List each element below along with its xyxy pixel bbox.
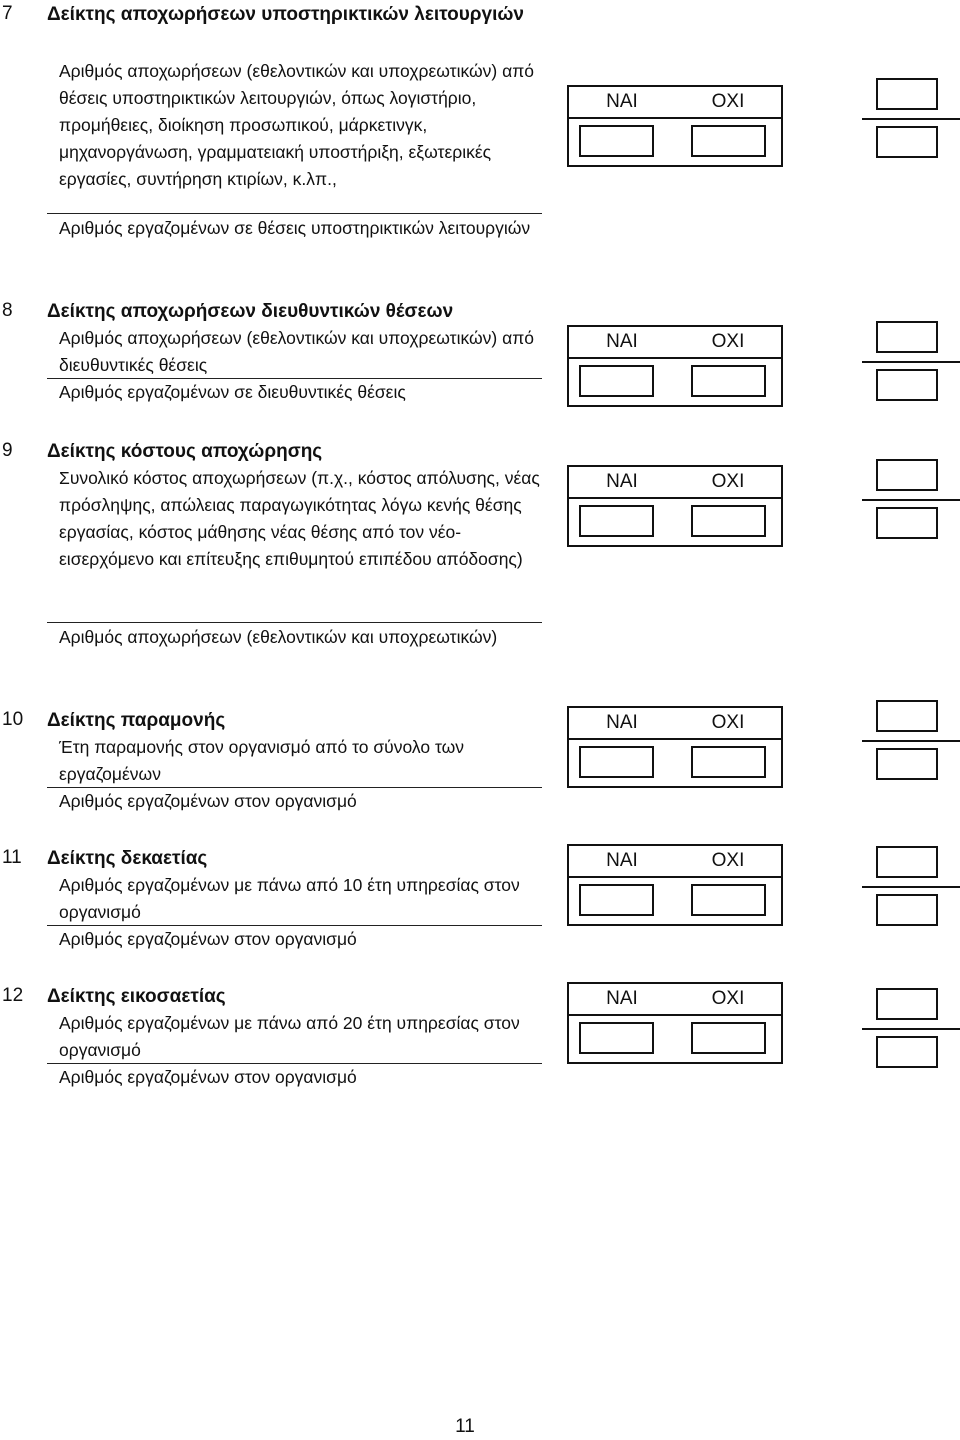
no-label: ΟΧΙ <box>711 471 745 492</box>
page-number: 11 <box>455 1416 475 1437</box>
fraction-bar <box>862 361 960 363</box>
yes-label: ΝΑΙ <box>606 712 638 733</box>
yes-no-answer <box>567 982 783 1064</box>
yes-label: ΝΑΙ <box>606 850 638 871</box>
indicator-number: 12 <box>2 985 24 1006</box>
yes-no-answer <box>567 706 783 788</box>
fraction-divider <box>47 622 542 623</box>
indicator-number: 7 <box>2 3 13 24</box>
indicator-number: 11 <box>2 847 22 868</box>
numerator-input-box[interactable] <box>876 988 938 1020</box>
yes-no-answer <box>567 844 783 926</box>
no-checkbox[interactable] <box>691 1022 766 1054</box>
denominator-text: Αριθμός αποχωρήσεων (εθελοντικών και υποχρεωτικών) <box>59 627 498 647</box>
numerator-text: Αριθμός αποχωρήσεων (εθελοντικών και υποχρεωτικών) από διευθυντικές θέσεις <box>59 328 535 375</box>
yes-label: ΝΑΙ <box>606 331 638 352</box>
indicator-title: Δείκτης αποχωρήσεων διευθυντικών θέσεων <box>47 301 454 322</box>
yes-no-answer <box>567 325 783 407</box>
fraction-bar <box>862 886 960 888</box>
denominator-text: Αριθμός εργαζομένων σε διευθυντικές θέσεις <box>59 382 406 402</box>
ratio-fraction <box>862 988 960 1070</box>
indicator-title: Δείκτης κόστους αποχώρησης <box>47 441 323 462</box>
yes-no-answer <box>567 85 783 167</box>
fraction-bar <box>862 1028 960 1030</box>
yes-checkbox[interactable] <box>579 125 654 157</box>
no-label: ΟΧΙ <box>711 850 745 871</box>
no-label: ΟΧΙ <box>711 331 745 352</box>
no-checkbox[interactable] <box>691 125 766 157</box>
no-checkbox[interactable] <box>691 746 766 778</box>
indicator-title: Δείκτης εικοσαετίας <box>47 986 226 1007</box>
numerator-input-box[interactable] <box>876 459 938 491</box>
denominator-input-box[interactable] <box>876 1036 938 1068</box>
fraction-divider <box>47 213 542 214</box>
numerator-text: Έτη παραμονής στον οργανισμό από το σύνολο των εργαζομένων <box>59 737 465 784</box>
numerator-text: Αριθμός εργαζομένων με πάνω από 20 έτη υπηρεσίας στον οργανισμό <box>59 1013 520 1060</box>
ratio-fraction <box>862 78 960 160</box>
ratio-fraction <box>862 846 960 928</box>
fraction-bar <box>862 118 960 120</box>
no-checkbox[interactable] <box>691 505 766 537</box>
yes-checkbox[interactable] <box>579 505 654 537</box>
numerator-input-box[interactable] <box>876 846 938 878</box>
no-label: ΟΧΙ <box>711 712 745 733</box>
no-label: ΟΧΙ <box>711 91 745 112</box>
indicator-title: Δείκτης δεκαετίας <box>47 848 208 869</box>
indicator-number: 10 <box>2 709 24 730</box>
denominator-input-box[interactable] <box>876 126 938 158</box>
yes-no-answer <box>567 465 783 547</box>
denominator-text: Αριθμός εργαζομένων σε θέσεις υποστηρικτικών λειτουργιών <box>59 218 531 238</box>
fraction-bar <box>862 499 960 501</box>
yes-checkbox[interactable] <box>579 365 654 397</box>
yes-label: ΝΑΙ <box>606 471 638 492</box>
numerator-text: Αριθμός εργαζομένων με πάνω από 10 έτη υπηρεσίας στον οργανισμό <box>59 875 520 922</box>
denominator-input-box[interactable] <box>876 748 938 780</box>
no-checkbox[interactable] <box>691 884 766 916</box>
indicator-title: Δείκτης παραμονής <box>47 710 226 731</box>
no-checkbox[interactable] <box>691 365 766 397</box>
indicator-number: 9 <box>2 440 13 461</box>
ratio-fraction <box>862 321 960 403</box>
numerator-text: Συνολικό κόστος αποχωρήσεων (π.χ., κόστος απόλυσης, νέας πρόσληψης, απώλειας παραγωγικότητας λόγω κενής θέσης εργασίας, κόστος μάθησης νέας θέσης από τον νέο-εισερχόμενο και επίτευξης επιθυμητού επιπέδου απόδοσης) <box>59 468 540 569</box>
yes-label: ΝΑΙ <box>606 988 638 1009</box>
yes-checkbox[interactable] <box>579 746 654 778</box>
yes-checkbox[interactable] <box>579 1022 654 1054</box>
indicator-title: Δείκτης αποχωρήσεων υποστηρικτικών λειτουργιών <box>47 4 524 25</box>
yes-checkbox[interactable] <box>579 884 654 916</box>
denominator-text: Αριθμός εργαζομένων στον οργανισμό <box>59 1067 357 1087</box>
denominator-text: Αριθμός εργαζομένων στον οργανισμό <box>59 929 357 949</box>
indicator-number: 8 <box>2 300 13 321</box>
denominator-input-box[interactable] <box>876 507 938 539</box>
numerator-input-box[interactable] <box>876 700 938 732</box>
ratio-fraction <box>862 459 960 541</box>
denominator-input-box[interactable] <box>876 369 938 401</box>
ratio-fraction <box>862 700 960 782</box>
fraction-bar <box>862 740 960 742</box>
numerator-input-box[interactable] <box>876 321 938 353</box>
no-label: ΟΧΙ <box>711 988 745 1009</box>
yes-label: ΝΑΙ <box>606 91 638 112</box>
denominator-input-box[interactable] <box>876 894 938 926</box>
numerator-text: Αριθμός αποχωρήσεων (εθελοντικών και υποχρεωτικών) από θέσεις υποστηρικτικών λειτουργιών, όπως λογιστήριο, προμήθειες, διοίκηση προσωπικού, μάρκετινγκ, μηχανοργάνωση, γραμματειακή υποστήριξη, εξωτερικές εργασίες, συντήρηση κτιρίων, κ.λπ., <box>59 61 535 189</box>
numerator-input-box[interactable] <box>876 78 938 110</box>
denominator-text: Αριθμός εργαζομένων στον οργανισμό <box>59 791 357 811</box>
